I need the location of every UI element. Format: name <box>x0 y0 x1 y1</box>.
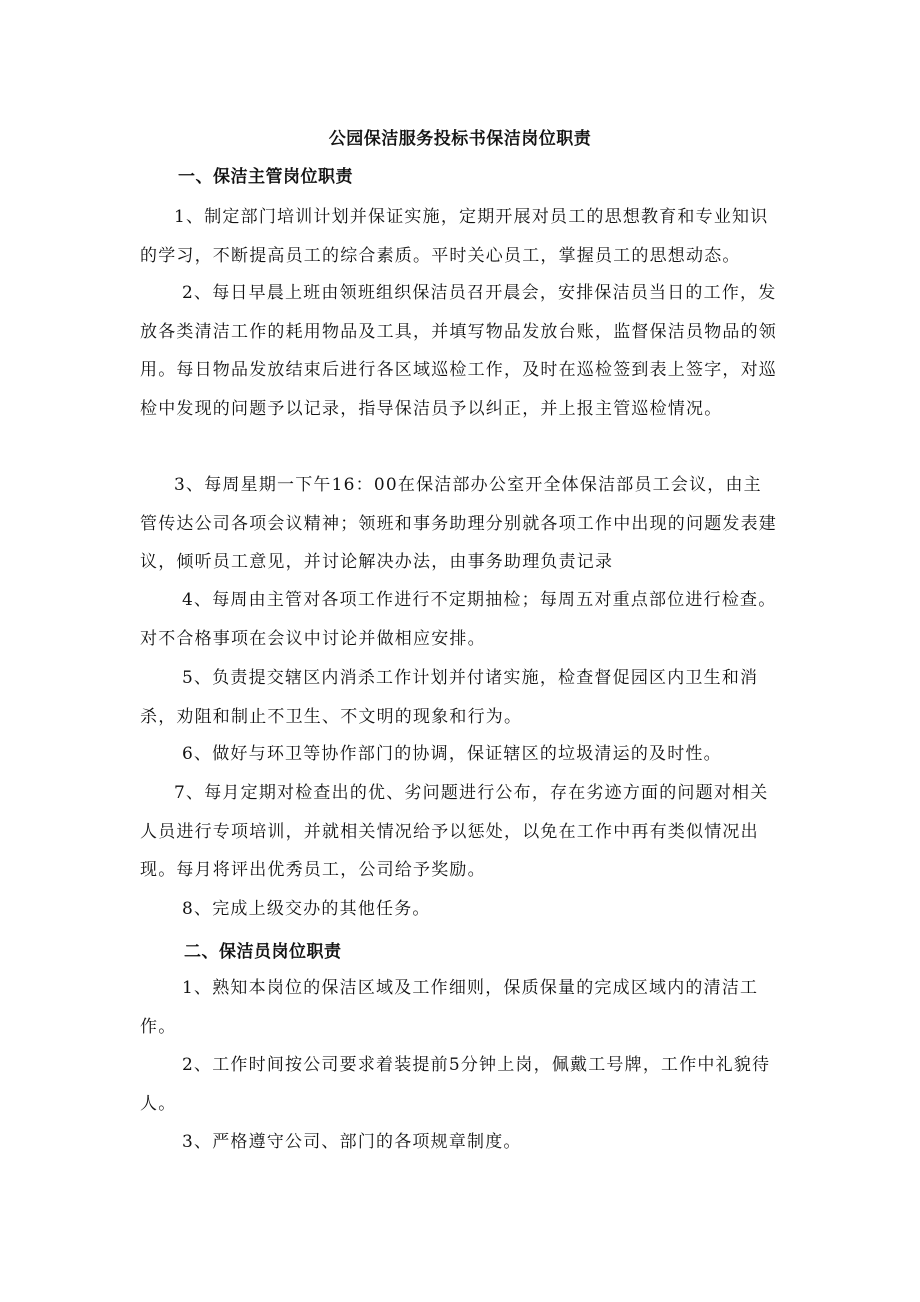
paragraph-supervisor-6: 6、做好与环卫等协作部门的协调，保证辖区的垃圾清运的及时性。 <box>182 744 722 764</box>
paragraph-supervisor-1: 1、制定部门培训计划并保证实施，定期开展对员工的思想教育和专业知识的学习，不断提高员工的综合素质。平时关心员工，掌握员工的思想动态。 <box>140 207 769 266</box>
document-title: 公园保洁服务投标书保洁岗位职责 <box>328 129 592 149</box>
section-heading-cleaner: 二、保洁员岗位职责 <box>184 942 342 962</box>
paragraph-cleaner-2: 2、工作时间按公司要求着装提前5分钟上岗，佩戴工号牌，工作中礼貌待人。 <box>140 1055 771 1114</box>
paragraph-supervisor-2: 2、每日早晨上班由领班组织保洁员召开晨会，安排保洁员当日的工作，发放各类清洁工作的耗用物品及工具，并填写物品发放台账，监督保洁员物品的领用。每日物品发放结束后进行各区域巡检工作，及时在巡检签到表上签字，对巡检中发现的问题予以记录，指导保洁员予以纠正，并上报主管巡检情况。 <box>140 283 777 419</box>
paragraph-supervisor-8: 8、完成上级交办的其他任务。 <box>182 899 431 919</box>
paragraph-cleaner-1: 1、熟知本岗位的保洁区域及工作细则，保质保量的完成区域内的清洁工作。 <box>140 978 759 1037</box>
paragraph-supervisor-7: 7、每月定期对检查出的优、劣问题进行公布，存在劣迹方面的问题对相关人员进行专项培训，并就相关情况给予以惩处，以免在工作中再有类似情况出现。每月将评出优秀员工，公司给予奖励。 <box>140 783 769 880</box>
paragraph-supervisor-4: 4、每周由主管对各项工作进行不定期抽检；每周五对重点部位进行检查。对不合格事项在会议中讨论并做相应安排。 <box>140 590 777 649</box>
paragraph-supervisor-5: 5、负责提交辖区内消杀工作计划并付诸实施，检查督促园区内卫生和消杀，劝阻和制止不卫生、不文明的现象和行为。 <box>140 668 759 727</box>
paragraph-supervisor-3: 3、每周星期一下午16：00在保洁部办公室开全体保洁部员工会议，由主管传达公司各项会议精神；领班和事务助理分别就各项工作中出现的问题发表建议，倾听员工意见，并讨论解决办法，由事务助理负责记录 <box>140 475 777 572</box>
paragraph-cleaner-3: 3、严格遵守公司、部门的各项规章制度。 <box>182 1132 522 1152</box>
section-heading-supervisor: 一、保洁主管岗位职责 <box>178 167 353 187</box>
